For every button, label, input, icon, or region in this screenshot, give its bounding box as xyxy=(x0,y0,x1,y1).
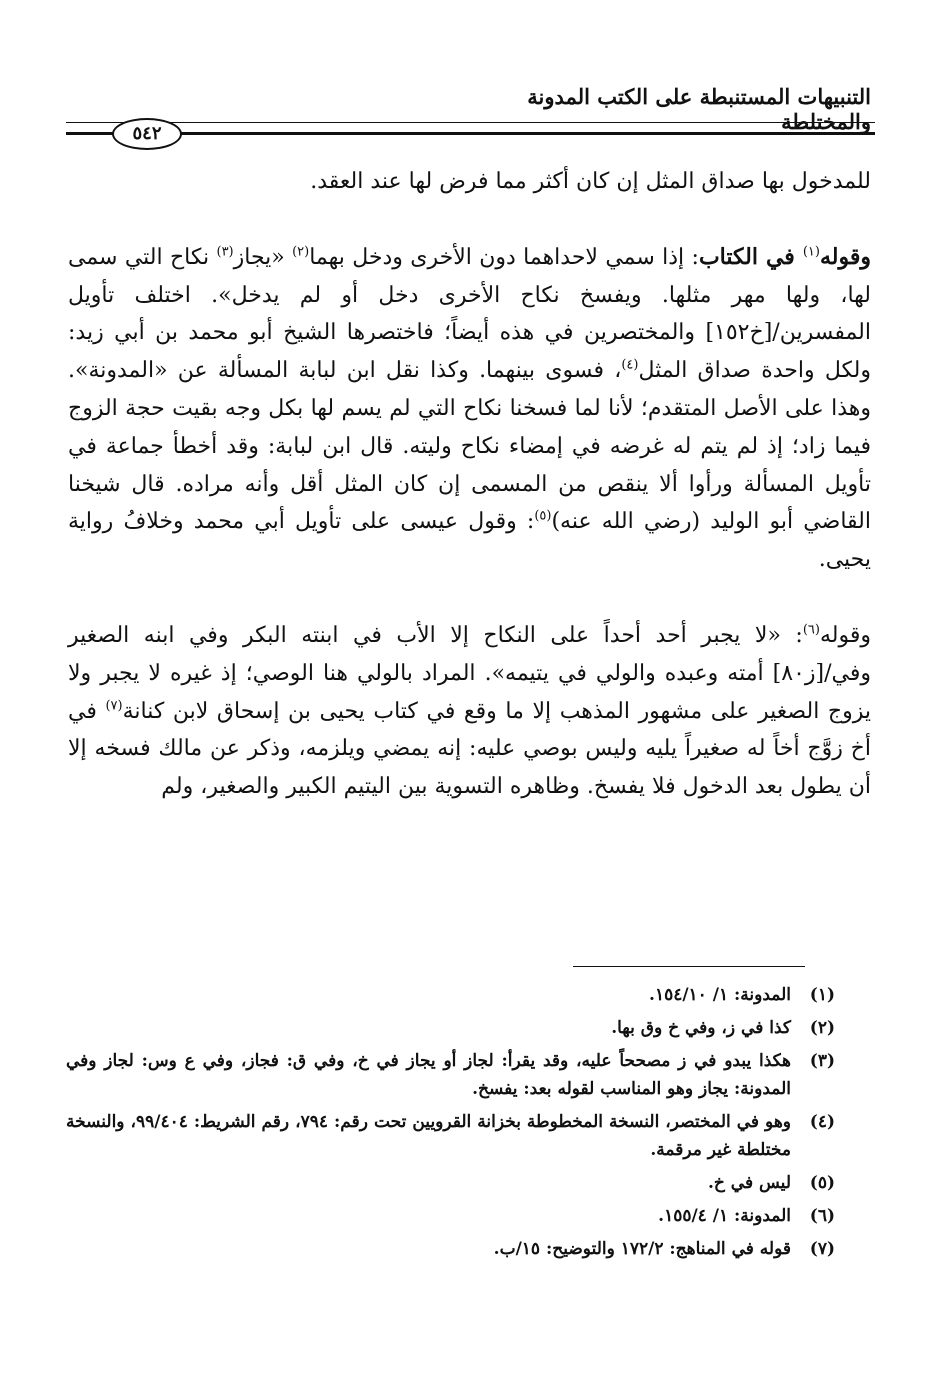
running-title: التنبيهات المستنبطة على الكتب المدونة والمختلطة xyxy=(527,84,871,134)
footnote-number: (٥) xyxy=(809,1173,835,1193)
main-text xyxy=(68,163,871,806)
footnote-1 xyxy=(66,981,835,1009)
footnote-number: (١) xyxy=(809,985,835,1005)
paragraph-3 xyxy=(68,617,871,806)
footnote-ref-4[interactable]: (٤) xyxy=(621,357,639,373)
paragraph-2 xyxy=(68,239,871,579)
footnote-2 xyxy=(66,1014,835,1042)
footnote-number: (٦) xyxy=(809,1206,835,1226)
header-rule-thick-right xyxy=(170,132,875,135)
footnote-text: وهو في المختصر، النسخة المخطوطة بخزانة القرويين تحت رقم: ٧٩٤، رقم الشريط: ٩٩/٤٠٤، والنسخة مختلطة غير مرقمة. xyxy=(66,1112,792,1160)
footnote-number: (٤) xyxy=(809,1112,835,1132)
footnote-ref-7[interactable]: (٧) xyxy=(105,698,123,714)
footnote-text: المدونة: ١/ ١٥٤/١٠. xyxy=(649,985,791,1005)
page-number: ٥٤٢ xyxy=(112,118,182,150)
footnote-text: كذا في ز، وفي خ وق بها. xyxy=(611,1018,791,1038)
text-run: ، فسوى بينهما. وكذا نقل ابن لبابة المسألة عن «المدونة». وهذا على الأصل المتقدم؛ لأنا لما فسخنا نكاح التي لم يسم لها بكل وجه بقيت حجة الزوج فيما زاد؛ إذ لم يتم له غرضه في إمضاء نكاح وليته. قال ابن لبابة: وقد أخطأ جماعة في تأويل المسألة ورأوا ألا ينقص من المسمى إن كان المثل أقل وأنه مراده. قال شيخنا القاضي أبو الوليد (رضي الله عنه) xyxy=(68,358,871,535)
footnote-text: ليس في خ. xyxy=(707,1173,791,1193)
text-run: وقوله xyxy=(819,622,871,648)
footnote-ref-5[interactable]: (٥) xyxy=(534,509,552,525)
footnote-separator xyxy=(573,966,805,967)
text-run: : «لا يجبر أحد أحداً على النكاح إلا الأب في ابنته البكر وفي ابنه الصغير وفي/[ز٨٠] أمته وعبده والولي في يتيمه». المراد بالولي هنا الوصي؛ إذ غيره لا يجبر ولا يزوج الصغير على مشهور المذهب إلا ما وقع في كتاب يحيى بن إسحاق لابن كنانة xyxy=(68,622,871,724)
footnote-ref-3[interactable]: (٣) xyxy=(216,244,234,260)
footnote-ref-2[interactable]: (٢) xyxy=(292,244,310,260)
lead-word: وقوله xyxy=(819,243,871,270)
footnote-7 xyxy=(66,1235,835,1263)
footnote-5 xyxy=(66,1169,835,1197)
text-run: : وقول عيسى على تأويل أبي محمد وخلافُ رواية يحيى. xyxy=(68,509,871,573)
lead-phrase: في الكتاب xyxy=(698,243,803,270)
header-rule-thin xyxy=(66,122,875,123)
header-rule-thick-left xyxy=(66,132,114,135)
footnotes xyxy=(66,981,835,1268)
footnote-ref-1[interactable]: (١) xyxy=(802,244,820,260)
text-run: في أخ زوَّج أخاً له صغيراً يليه وليس بوصي عليه: إنه يمضي ويلزمه، وذكر عن مالك فسخه إلا أن يطول بعد الدخول فلا يفسخ. وظاهره التسوية بين اليتيم الكبير والصغير، ولم xyxy=(68,698,871,800)
text-run: : إذا سمي لاحداهما دون الأخرى ودخل بهما xyxy=(309,244,699,270)
footnote-4 xyxy=(66,1108,835,1164)
paragraph-1: للمدخول بها صداق المثل إن كان أكثر مما فرض لها عند العقد. xyxy=(310,169,871,194)
footnote-text: المدونة: ١/ ١٥٥/٤. xyxy=(658,1206,791,1226)
text-run: «يجاز xyxy=(233,244,293,270)
footnote-ref-6[interactable]: (٦) xyxy=(802,622,820,638)
footnote-6 xyxy=(66,1202,835,1230)
footnote-3 xyxy=(66,1047,835,1103)
footnote-number: (٣) xyxy=(809,1051,835,1071)
footnote-text: هكذا يبدو في ز مصححاً عليه، وقد يقرأ: لجاز أو يجاز في خ، وفي ق: فجاز، وفي ع وس: لجاز وفي المدونة: يجاز وهو المناسب لقوله بعد: يفسخ. xyxy=(66,1051,791,1099)
footnote-number: (٧) xyxy=(809,1239,835,1259)
text-run: نكاح التي سمى لها، ولها مهر مثلها. ويفسخ نكاح الأخرى دخل أو لم يدخل». اختلف تأويل المفسرين/[خ١٥٢] والمختصرين في هذه أيضاً؛ فاختصرها الشيخ أبو محمد بن أبي زيد: ولكل واحدة صداق المثل xyxy=(68,244,871,384)
footnote-number: (٢) xyxy=(809,1018,835,1038)
footnote-text: قوله في المناهج: ١٧٢/٢ والتوضيح: ١٥/ب. xyxy=(493,1239,791,1259)
